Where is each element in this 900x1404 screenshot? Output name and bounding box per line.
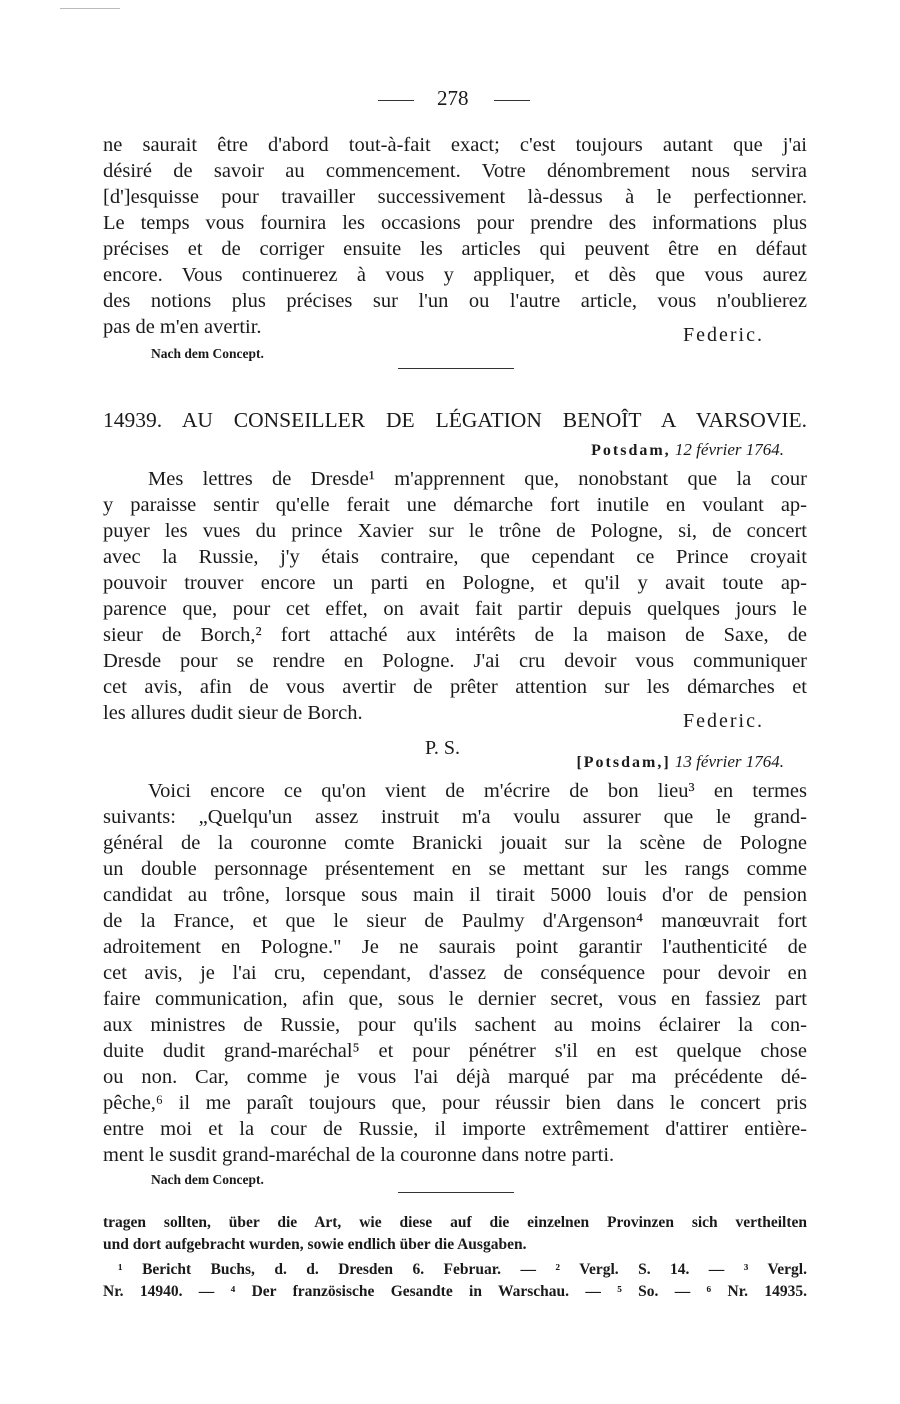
letter2-dateline	[591, 440, 784, 460]
letter2-heading	[103, 408, 807, 433]
postscript-line: adroitement en Pologne." Je ne saurais point garantir l'authenticité de	[103, 936, 807, 958]
postscript-line: cet avis, je l'ai cru, cependant, d'assez de conséquence pour devoir en	[103, 962, 807, 984]
letter2-line: avec la Russie, j'y étais contraire, que cependant ce Prince croyait	[103, 546, 807, 568]
letter2-title: AU CONSEILLER DE LÉGATION BENOÎT A VARSOVIE.	[181, 408, 807, 432]
postscript-dateline	[576, 752, 784, 772]
postscript-line: entre moi et la cour de Russie, il importe extrêmement d'attirer entière-	[103, 1118, 807, 1140]
letter1-line: encore. Vous continuerez à vous y appliquer, et dès que vous aurez	[103, 264, 807, 286]
postscript-place: [Potsdam,]	[576, 754, 671, 771]
postscript-line: candidat au trône, lorsque sous main il tirait 5000 louis d'or de pension	[103, 884, 807, 906]
postscript-label: P. S.	[425, 737, 461, 759]
letter1-line: pas de m'en avertir.	[103, 316, 262, 338]
footnote-line: ¹ Bericht Buchs, d. d. Dresden 6. Februar. — ² Vergl. S. 14. — ³ Vergl.	[118, 1261, 807, 1278]
letter2-line: parence que, pour cet effet, on avait fait partir depuis quelques jours le	[103, 598, 807, 620]
section-rule	[398, 368, 514, 369]
postscript-line: suivants: „Quelqu'un assez instruit m'a voulu assurer que le grand-	[103, 806, 807, 828]
letter2-date: 12 février 1764.	[674, 440, 784, 459]
letter1-line: des notions plus précises sur l'un ou l'autre article, vous n'oublierez	[103, 290, 807, 312]
letter2-place: Potsdam,	[591, 442, 671, 459]
letter1-line: Le temps vous fournira les occasions pour prendre des informations plus	[103, 212, 807, 234]
postscript-line: un double personnage présentement en se mettant sur les rangs comme	[103, 858, 807, 880]
footnote-rule	[398, 1192, 514, 1193]
postscript-line: aux ministres de Russie, pour qu'ils sachent au moins éclairer la con-	[103, 1014, 807, 1036]
footnote-line: Nr. 14940. — ⁴ Der französische Gesandte in Warschau. — ⁵ So. — ⁶ Nr. 14935.	[103, 1283, 807, 1300]
postscript-line: général de la couronne comte Branicki jouait sur la scène de Pologne	[103, 832, 807, 854]
letter2-number: 14939.	[103, 408, 163, 432]
postscript-line: ou non. Car, comme je vous l'ai déjà marqué par ma précédente dé-	[103, 1066, 807, 1088]
letter2-line: Mes lettres de Dresde¹ m'apprennent que, nonobstant que la cour	[148, 468, 807, 490]
letter2-source-note: Nach dem Concept.	[151, 1172, 264, 1187]
letter2-line: puyer les vues du prince Xavier sur le trône de Pologne, si, de concert	[103, 520, 807, 542]
postscript-line: ment le susdit grand-maréchal de la couronne dans notre parti.	[103, 1144, 615, 1166]
letter2-line: y paraisse sentir qu'elle ferait une démarche fort inutile en voulant ap-	[103, 494, 807, 516]
letter1-signature: Federic.	[683, 324, 764, 346]
letter2-signature: Federic.	[683, 710, 764, 732]
postscript-line: Voici encore ce qu'on vient de m'écrire de bon lieu³ en termes	[148, 780, 807, 802]
header-dash-left	[378, 100, 414, 101]
letter1-source-note: Nach dem Concept.	[151, 346, 264, 361]
letter2-line: les allures dudit sieur de Borch.	[103, 702, 363, 724]
letter1-line: désiré de savoir au commencement. Votre dénombrement nous servira	[103, 160, 807, 182]
postscript-line: de la France, et que le sieur de Paulmy d'Argenson⁴ manœuvrait fort	[103, 910, 807, 932]
letter1-line: [d']esquisse pour travailler successivement là-dessus à le perfectionner.	[103, 186, 807, 208]
letter2-line: cet avis, afin de vous avertir de prêter attention sur les démarches et	[103, 676, 807, 698]
letter2-line: pouvoir trouver encore un parti en Pologne, et qu'il y avait toute ap-	[103, 572, 807, 594]
page-number: 278	[437, 86, 469, 110]
footnote-line: und dort aufgebracht wurden, sowie endlich über die Ausgaben.	[103, 1236, 527, 1253]
postscript-line: duite dudit grand-maréchal⁵ et pour pénétrer s'il en est quelque chose	[103, 1040, 807, 1062]
letter1-line: précises et de corriger ensuite les articles qui peuvent être en défaut	[103, 238, 807, 260]
letter1-line: ne saurait être d'abord tout-à-fait exact; c'est toujours autant que j'ai	[103, 134, 807, 156]
header-dash-right	[494, 100, 530, 101]
letter2-line: sieur de Borch,² fort attaché aux intérêts de la maison de Saxe, de	[103, 624, 807, 646]
postscript-line: faire communication, afin que, sous le dernier secret, vous en fassiez part	[103, 988, 807, 1010]
footnote-line: tragen sollten, über die Art, wie diese auf die einzelnen Provinzen sich vertheilten	[103, 1214, 807, 1231]
scan-mark	[60, 8, 120, 9]
postscript-line: pêche,⁶ il me paraît toujours que, pour réussir bien dans le concert pris	[103, 1092, 807, 1114]
letter2-line: Dresde pour se rendre en Pologne. J'ai cru devoir vous communiquer	[103, 650, 807, 672]
postscript-date: 13 février 1764.	[674, 752, 784, 771]
